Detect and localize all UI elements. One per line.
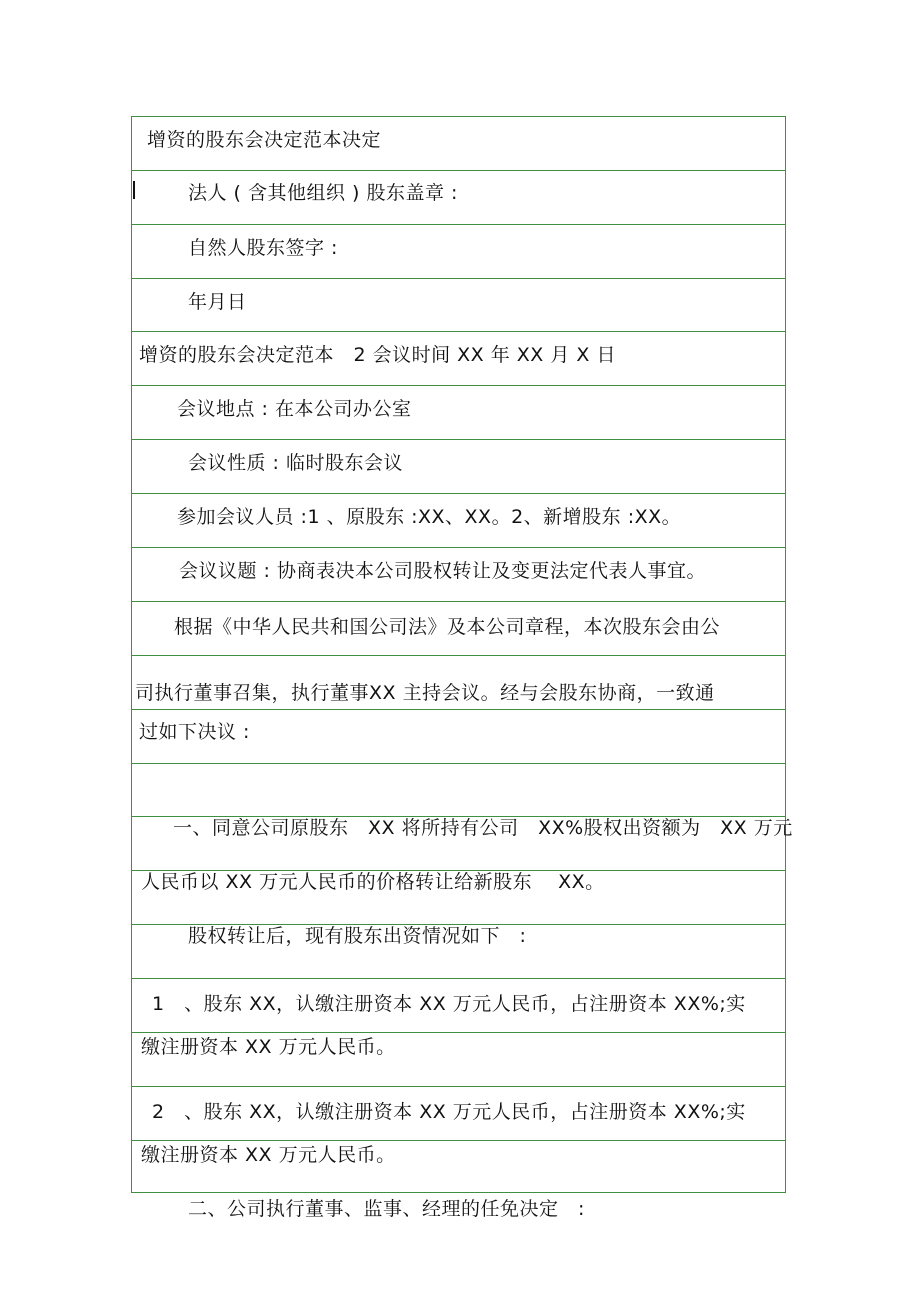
shareholder-1-line-1: 1 、股东 XX，认缴注册资本 XX 万元人民币，占注册资本 XX%;实	[152, 993, 746, 1015]
resolution-1-line-2: 人民币以 XX 万元人民币的价格转让给新股东 XX。	[141, 871, 605, 893]
row-divider	[132, 331, 785, 332]
row-divider	[132, 547, 785, 548]
basis-line-3: 过如下决议 :	[139, 721, 250, 743]
date-line: 年月日	[188, 291, 247, 313]
row-divider	[132, 709, 785, 710]
resolution-1-line-1: 一、同意公司原股东 XX 将所持有公司 XX%股权出资额为 XX 万元	[173, 817, 793, 839]
resolution-2-line: 二、公司执行董事、监事、经理的任免决定 :	[188, 1198, 585, 1220]
document-title: 增资的股东会决定范本决定	[147, 129, 382, 151]
template2-time-line: 增资的股东会决定范本 2 会议时间 XX 年 XX 月 X 日	[139, 344, 616, 366]
row-divider	[132, 493, 785, 494]
row-divider	[132, 1140, 785, 1141]
meeting-location-line: 会议地点 : 在本公司办公室	[177, 398, 412, 420]
basis-line-1: 根据《中华人民共和国公司法》及本公司章程，本次股东会由公	[174, 616, 721, 638]
attendees-line: 参加会议人员 :1 、原股东 :XX、XX。2、新增股东 :XX。	[177, 506, 682, 528]
row-divider	[132, 1032, 785, 1033]
row-divider	[132, 278, 785, 279]
row-divider	[132, 439, 785, 440]
shareholder-1-line-2: 缴注册资本 XX 万元人民币。	[141, 1036, 396, 1058]
agenda-line: 会议议题 : 协商表决本公司股权转让及变更法定代表人事宜。	[179, 560, 706, 582]
shareholder-2-line-2: 缴注册资本 XX 万元人民币。	[141, 1144, 396, 1166]
row-divider	[132, 1086, 785, 1087]
text-cursor-mark	[133, 181, 135, 199]
row-divider	[132, 763, 785, 764]
row-divider	[132, 978, 785, 979]
row-divider	[132, 170, 785, 171]
form-table	[131, 116, 786, 1193]
row-divider	[132, 385, 785, 386]
row-divider	[132, 601, 785, 602]
after-transfer-line: 股权转让后，现有股东出资情况如下 :	[188, 925, 527, 947]
row-divider	[132, 224, 785, 225]
legal-person-seal-line: 法人 ( 含其他组织 ) 股东盖章 :	[188, 182, 458, 204]
shareholder-2-line-1: 2 、股东 XX，认缴注册资本 XX 万元人民币，占注册资本 XX%;实	[152, 1101, 746, 1123]
row-divider	[132, 655, 785, 656]
natural-person-sign-line: 自然人股东签字 :	[188, 237, 338, 259]
basis-line-2: 司执行董事召集，执行董事XX 主持会议。经与会股东协商，一致通	[135, 682, 715, 704]
meeting-nature-line: 会议性质 : 临时股东会议	[188, 452, 403, 474]
